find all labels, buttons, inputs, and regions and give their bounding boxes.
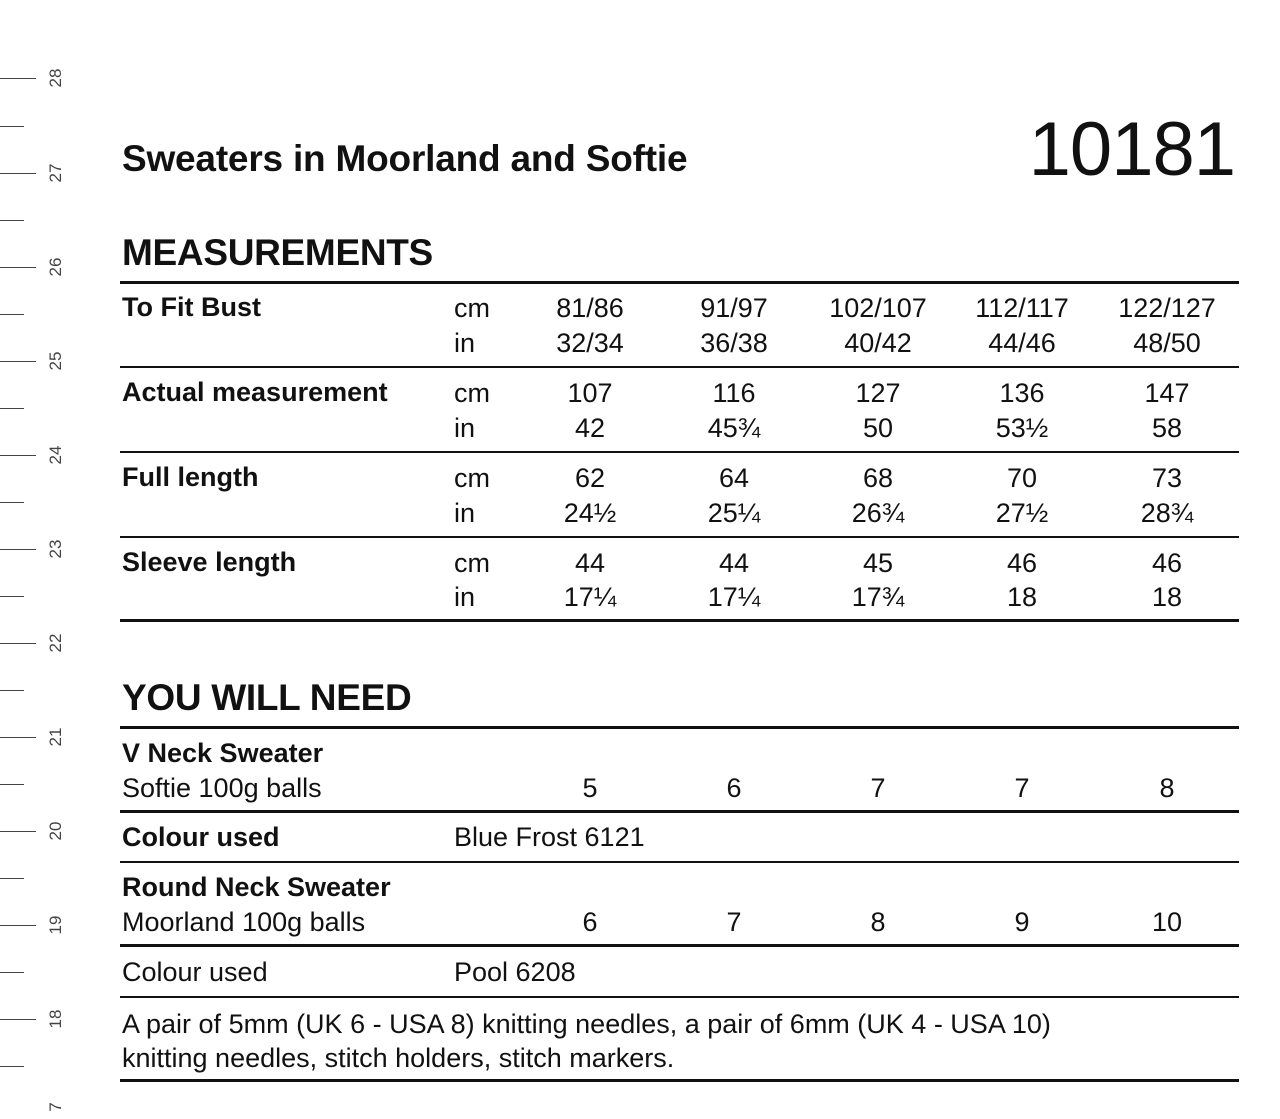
divider: [120, 996, 1239, 998]
ruler-tick: [0, 267, 36, 268]
value-cell: 6: [582, 907, 598, 937]
pattern-title: Sweaters in Moorland and Softie: [122, 138, 688, 179]
ruler-number: 26: [46, 257, 65, 277]
row-label: Actual measurement: [122, 377, 388, 407]
value-cell: 62: [574, 463, 606, 493]
divider: [120, 1079, 1239, 1082]
ruler-number: 20: [46, 821, 65, 841]
ruler-tick: [0, 549, 36, 550]
ruler-number: 23: [46, 539, 65, 559]
value-cell: 10: [1151, 907, 1183, 937]
v-neck-yarn-label: Softie 100g balls: [122, 773, 322, 803]
divider: [120, 451, 1239, 453]
value-cell: 81/86: [556, 293, 624, 323]
value-cell: 9: [1014, 907, 1030, 937]
ruler-number: 27: [46, 163, 65, 183]
ruler-tick: [0, 596, 24, 597]
divider: [120, 366, 1239, 368]
ruler-tick: [0, 643, 36, 644]
value-cell: 122/127: [1118, 293, 1216, 323]
ruler-tick: [0, 784, 24, 785]
value-cell: 28¾: [1140, 498, 1194, 528]
value-cell: 7: [1014, 773, 1030, 803]
ruler-tick: [0, 220, 24, 221]
value-cell: 7: [870, 773, 886, 803]
ruler-number: 24: [46, 445, 65, 465]
colour-label: Colour used: [122, 822, 280, 852]
unit-cm: cm: [454, 463, 490, 493]
row-label: Full length: [122, 462, 259, 492]
value-cell: 18: [1006, 582, 1038, 612]
value-cell: 50: [862, 413, 894, 443]
value-cell: 64: [718, 463, 750, 493]
ruler-number: 22: [46, 633, 65, 653]
ruler-tick: [0, 1019, 36, 1020]
value-cell: 58: [1151, 413, 1183, 443]
unit-in: in: [454, 413, 476, 443]
divider: [120, 619, 1239, 622]
value-cell: 6: [726, 773, 742, 803]
value-cell: 112/117: [975, 293, 1069, 323]
ruler-number: 7: [46, 1102, 65, 1112]
measurements-heading: MEASUREMENTS: [122, 232, 433, 273]
colour-value: Blue Frost 6121: [454, 822, 645, 852]
value-cell: 116: [712, 378, 756, 408]
value-cell: 40/42: [844, 328, 912, 358]
pattern-code: 10181: [1028, 107, 1235, 192]
ruler-tick: [0, 925, 36, 926]
value-cell: 46: [1151, 548, 1183, 578]
divider: [120, 726, 1239, 729]
ruler-tick: [0, 972, 24, 973]
colour-label: Colour used: [122, 957, 268, 987]
unit-in: in: [454, 582, 476, 612]
divider: [120, 281, 1239, 284]
ruler-tick: [0, 690, 24, 691]
unit-cm: cm: [454, 548, 490, 578]
you-will-need-heading: YOU WILL NEED: [122, 677, 412, 718]
value-cell: 18: [1151, 582, 1183, 612]
ruler-tick: [0, 173, 36, 174]
round-neck-title: Round Neck Sweater: [122, 872, 391, 902]
value-cell: 73: [1151, 463, 1183, 493]
ruler-number: 21: [46, 727, 65, 747]
ruler-tick: [0, 878, 24, 879]
value-cell: 17¾: [851, 582, 905, 612]
value-cell: 147: [1144, 378, 1190, 408]
ruler: [0, 0, 75, 1114]
value-cell: 17¼: [563, 582, 617, 612]
value-cell: 36/38: [700, 328, 768, 358]
ruler-tick: [0, 831, 36, 832]
value-cell: 102/107: [829, 293, 927, 323]
ruler-tick: [0, 502, 24, 503]
row-label: To Fit Bust: [122, 292, 261, 322]
value-cell: 42: [574, 413, 606, 443]
value-cell: 44: [574, 548, 606, 578]
value-cell: 46: [1006, 548, 1038, 578]
ruler-number: 25: [46, 351, 65, 371]
value-cell: 68: [862, 463, 894, 493]
ruler-tick: [0, 126, 24, 127]
value-cell: 8: [870, 907, 886, 937]
divider: [120, 536, 1239, 538]
value-cell: 8: [1159, 773, 1175, 803]
value-cell: 45¾: [707, 413, 761, 443]
value-cell: 44: [718, 548, 750, 578]
value-cell: 44/46: [988, 328, 1056, 358]
ruler-number: 19: [46, 915, 65, 935]
value-cell: 24½: [563, 498, 617, 528]
value-cell: 5: [582, 773, 598, 803]
ruler-number: 18: [46, 1009, 65, 1029]
divider: [120, 944, 1239, 947]
row-label: Sleeve length: [122, 547, 297, 577]
value-cell: 25¼: [707, 498, 761, 528]
value-cell: 26¾: [851, 498, 905, 528]
value-cell: 27½: [995, 498, 1049, 528]
unit-cm: cm: [454, 378, 490, 408]
divider: [120, 861, 1239, 863]
unit-cm: cm: [454, 293, 490, 323]
value-cell: 48/50: [1133, 328, 1201, 358]
v-neck-title: V Neck Sweater: [122, 738, 324, 768]
value-cell: 53½: [995, 413, 1049, 443]
ruler-tick: [0, 737, 36, 738]
value-cell: 91/97: [700, 293, 768, 323]
value-cell: 7: [726, 907, 742, 937]
value-cell: 70: [1006, 463, 1038, 493]
divider: [120, 810, 1239, 813]
unit-in: in: [454, 498, 476, 528]
value-cell: 127: [855, 378, 901, 408]
value-cell: 136: [999, 378, 1045, 408]
ruler-tick: [0, 1066, 24, 1067]
ruler-tick: [0, 408, 24, 409]
colour-value: Pool 6208: [454, 957, 576, 987]
ruler-tick: [0, 78, 36, 79]
unit-in: in: [454, 328, 476, 358]
ruler-tick: [0, 314, 24, 315]
needles-note-line1: A pair of 5mm (UK 6 - USA 8) knitting needles, a pair of 6mm (UK 4 - USA 10): [122, 1009, 1051, 1039]
needles-note-line2: knitting needles, stitch holders, stitch markers.: [122, 1043, 675, 1073]
ruler-tick: [0, 361, 36, 362]
value-cell: 17¼: [707, 582, 761, 612]
value-cell: 32/34: [556, 328, 624, 358]
round-neck-yarn-label: Moorland 100g balls: [122, 907, 366, 937]
value-cell: 45: [862, 548, 894, 578]
value-cell: 107: [567, 378, 613, 408]
ruler-tick: [0, 455, 36, 456]
ruler-number: 28: [46, 68, 65, 88]
